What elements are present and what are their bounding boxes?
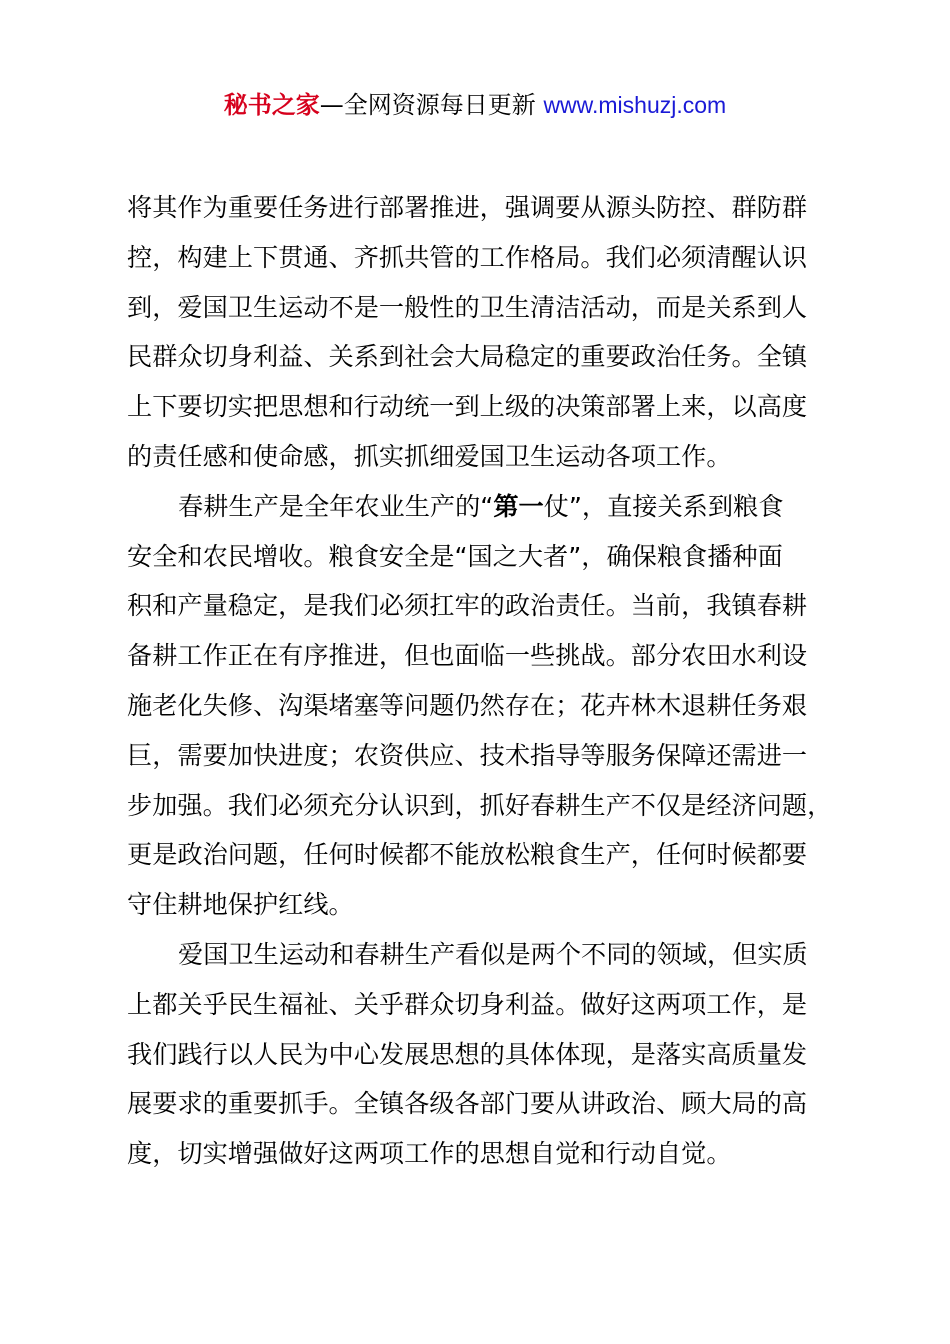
bold-emphasis: 第一 <box>493 491 544 521</box>
text-fragment: 仗”，直接关系到粮食 <box>543 491 784 521</box>
text-line: 步加强。我们必须充分认识到，抓好春耕生产不仅是经济问题， <box>127 790 833 820</box>
site-name: 秘书之家 <box>223 91 320 119</box>
text-line: 到，爱国卫生运动不是一般性的卫生清洁活动，而是关系到人 <box>127 292 808 322</box>
document-body <box>127 183 833 1179</box>
text-line: 更是政治问题，任何时候都不能放松粮食生产，任何时候都要 <box>127 840 808 870</box>
text-line: 巨，需要加快进度；农资供应、技术指导等服务保障还需进一 <box>127 740 808 770</box>
site-url-link[interactable]: www.mishuzj.com <box>543 92 727 118</box>
text-line: 安全和农民增收。粮食安全是“国之大者”，确保粮食播种面 <box>127 541 783 571</box>
text-line: 备耕工作正在有序推进，但也面临一些挑战。部分农田水利设 <box>127 641 808 671</box>
text-line: 展要求的重要抓手。全镇各级各部门要从讲政治、顾大局的高 <box>127 1089 808 1119</box>
text-line: 积和产量稳定，是我们必须扛牢的政治责任。当前，我镇春耕 <box>127 591 808 621</box>
text-fragment: 春耕生产是全年农业生产的“ <box>178 491 494 521</box>
text-line: 将其作为重要任务进行部署推进，强调要从源头防控、群防群 <box>127 193 808 222</box>
text-line-first: 爱国卫生运动和春耕生产看似是两个不同的领域，但实质 <box>178 939 808 969</box>
text-line-first <box>127 482 827 532</box>
text-line: 守住耕地保护红线。 <box>127 890 354 920</box>
text-line: 我们践行以人民为中心发展思想的具体体现，是落实高质量发 <box>127 1039 808 1069</box>
paragraph-1 <box>127 183 827 482</box>
text-line: 民群众切身利益、关系到社会大局稳定的重要政治任务。全镇 <box>127 342 808 372</box>
page-header <box>0 88 950 122</box>
text-line: 控，构建上下贯通、齐抓共管的工作格局。我们必须清醒认识 <box>127 242 808 272</box>
text-line: 度，切实增强做好这两项工作的思想自觉和行动自觉。 <box>127 1139 732 1169</box>
paragraph-2 <box>127 482 833 930</box>
text-line: 施老化失修、沟渠堵塞等问题仍然存在；花卉林木退耕任务艰 <box>127 690 808 720</box>
text-line: 上下要切实把思想和行动统一到上级的决策部署上来，以高度 <box>127 392 808 422</box>
text-line: 上都关乎民生福祉、关乎群众切身利益。做好这两项工作，是 <box>127 989 808 1019</box>
site-tagline: —全网资源每日更新 <box>319 91 544 119</box>
text-line: 的责任感和使命感，抓实抓细爱国卫生运动各项工作。 <box>127 441 732 471</box>
paragraph-3 <box>127 930 827 1179</box>
